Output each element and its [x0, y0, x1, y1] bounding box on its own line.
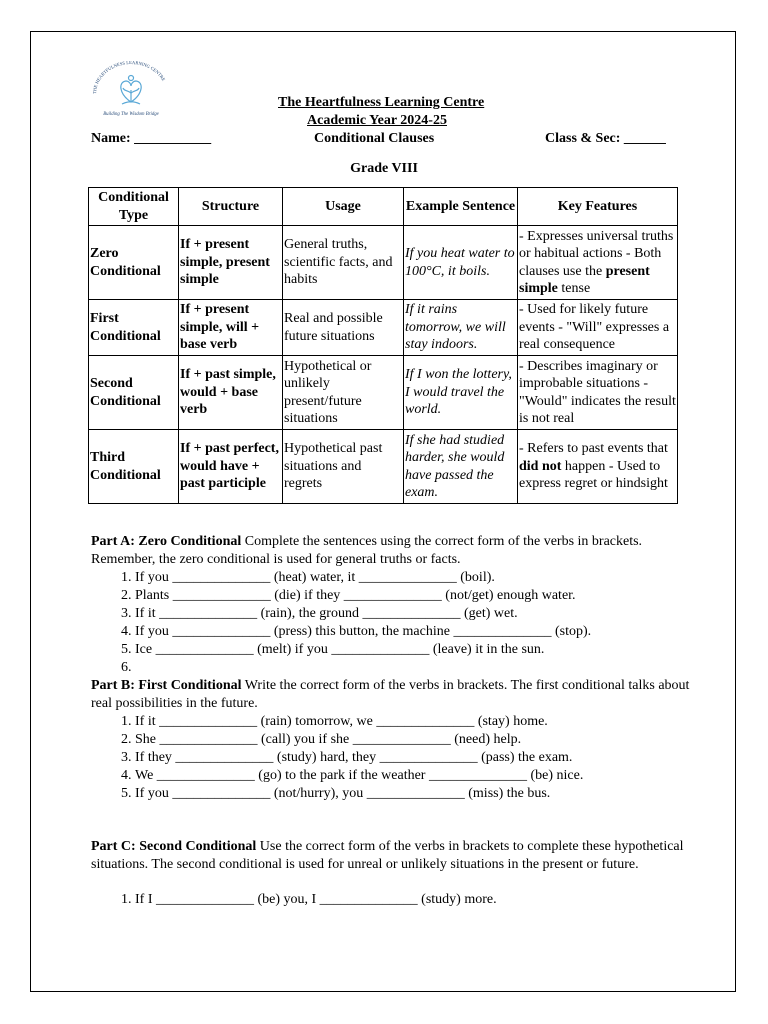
structure-cell: If + present simple, will + base verb [179, 300, 283, 356]
example-cell: If she had studied harder, she would have passed the exam. [404, 430, 518, 504]
part-c-title: Part C: Second Conditional [91, 839, 257, 854]
academic-year: Academic Year 2024-25 [307, 113, 447, 128]
usage-cell: Hypothetical or unlikely present/future situations [283, 356, 404, 430]
part-a [91, 533, 691, 677]
features-cell: - Used for likely future events - "Will" expresses a real consequence [518, 300, 678, 356]
usage-cell: General truths, scientific facts, and habits [283, 226, 404, 300]
column-header: Structure [179, 188, 283, 226]
list-item: 4. We ______________ (go) to the park if the weather ______________ (be) nice. [135, 767, 691, 785]
part-b [91, 677, 691, 803]
logo-tagline: Building The Wisdom Bridge [103, 112, 159, 117]
list-item: 1. If it ______________ (rain) tomorrow, we ______________ (stay) home. [135, 713, 691, 731]
usage-cell: Real and possible future situations [283, 300, 404, 356]
list-item: 1. If I ______________ (be) you, I ______________ (study) more. [135, 891, 691, 909]
table-row [89, 356, 678, 430]
heart-tree-icon [121, 76, 141, 105]
part-b-instructions: Part B: First Conditional Write the correct form of the verbs in brackets. The first conditional talks about real possibilities in the future. [91, 678, 690, 711]
part-b-title: Part B: First Conditional [91, 678, 242, 693]
part-c [91, 838, 691, 909]
conditional-type-cell: Second Conditional [89, 356, 179, 430]
features-cell: - Refers to past events that did not happen - Used to express regret or hindsight [518, 430, 678, 504]
column-header: Key Features [518, 188, 678, 226]
table-header-row [89, 188, 678, 226]
example-cell: If I won the lottery, I would travel the world. [404, 356, 518, 430]
logo-arc-text: THE HEARTFULNESS LEARNING CENTRE [91, 60, 167, 95]
part-c-instructions: Part C: Second Conditional Use the correct form of the verbs in brackets to complete these hypothetical situations. The second conditional is used for unreal or unlikely situations in the present or future. [91, 839, 684, 872]
conditionals-table [88, 187, 678, 504]
grade-label: Grade VIII [350, 161, 418, 176]
column-header: Usage [283, 188, 404, 226]
part-c-list [91, 891, 691, 909]
part-a-list [91, 569, 691, 677]
list-item: 5. If you ______________ (not/hurry), you ______________ (miss) the bus. [135, 785, 691, 803]
conditional-type-cell: First Conditional [89, 300, 179, 356]
example-cell: If you heat water to 100°C, it boils. [404, 226, 518, 300]
list-item: 5. Ice ______________ (melt) if you ______________ (leave) it in the sun. [135, 641, 691, 659]
part-a-instructions: Part A: Zero Conditional Complete the sentences using the correct form of the verbs in brackets. Remember, the zero conditional is used for general truths or facts. [91, 534, 643, 567]
list-item: 2. Plants ______________ (die) if they ______________ (not/get) enough water. [135, 587, 691, 605]
table-row [89, 300, 678, 356]
list-item: 3. If they ______________ (study) hard, they ______________ (pass) the exam. [135, 749, 691, 767]
subject-title: Conditional Clauses [314, 131, 435, 146]
column-header: Example Sentence [404, 188, 518, 226]
school-logo [86, 60, 176, 118]
usage-cell: Hypothetical past situations and regrets [283, 430, 404, 504]
part-b-list [91, 713, 691, 803]
name-field: Name: ___________ [91, 131, 212, 146]
conditional-type-cell: Third Conditional [89, 430, 179, 504]
part-a-title: Part A: Zero Conditional [91, 534, 242, 549]
list-item: 3. If it ______________ (rain), the ground ______________ (get) wet. [135, 605, 691, 623]
structure-cell: If + past perfect, would have + past participle [179, 430, 283, 504]
conditional-type-cell: Zero Conditional [89, 226, 179, 300]
list-item [135, 659, 691, 677]
class-section-field: Class & Sec: ______ [545, 131, 666, 146]
list-item: 1. If you ______________ (heat) water, it ______________ (boil). [135, 569, 691, 587]
features-cell: - Describes imaginary or improbable situations - "Would" indicates the result is not real [518, 356, 678, 430]
structure-cell: If + past simple, would + base verb [179, 356, 283, 430]
school-name: The Heartfulness Learning Centre [278, 95, 485, 110]
list-item: 4. If you ______________ (press) this button, the machine ______________ (stop). [135, 623, 691, 641]
structure-cell: If + present simple, present simple [179, 226, 283, 300]
features-cell: - Expresses universal truths or habitual actions - Both clauses use the present simple tense [518, 226, 678, 300]
example-cell: If it rains tomorrow, we will stay indoors. [404, 300, 518, 356]
list-item: 2. She ______________ (call) you if she ______________ (need) help. [135, 731, 691, 749]
table-row [89, 226, 678, 300]
table-row [89, 430, 678, 504]
column-header: Conditional Type [89, 188, 179, 226]
